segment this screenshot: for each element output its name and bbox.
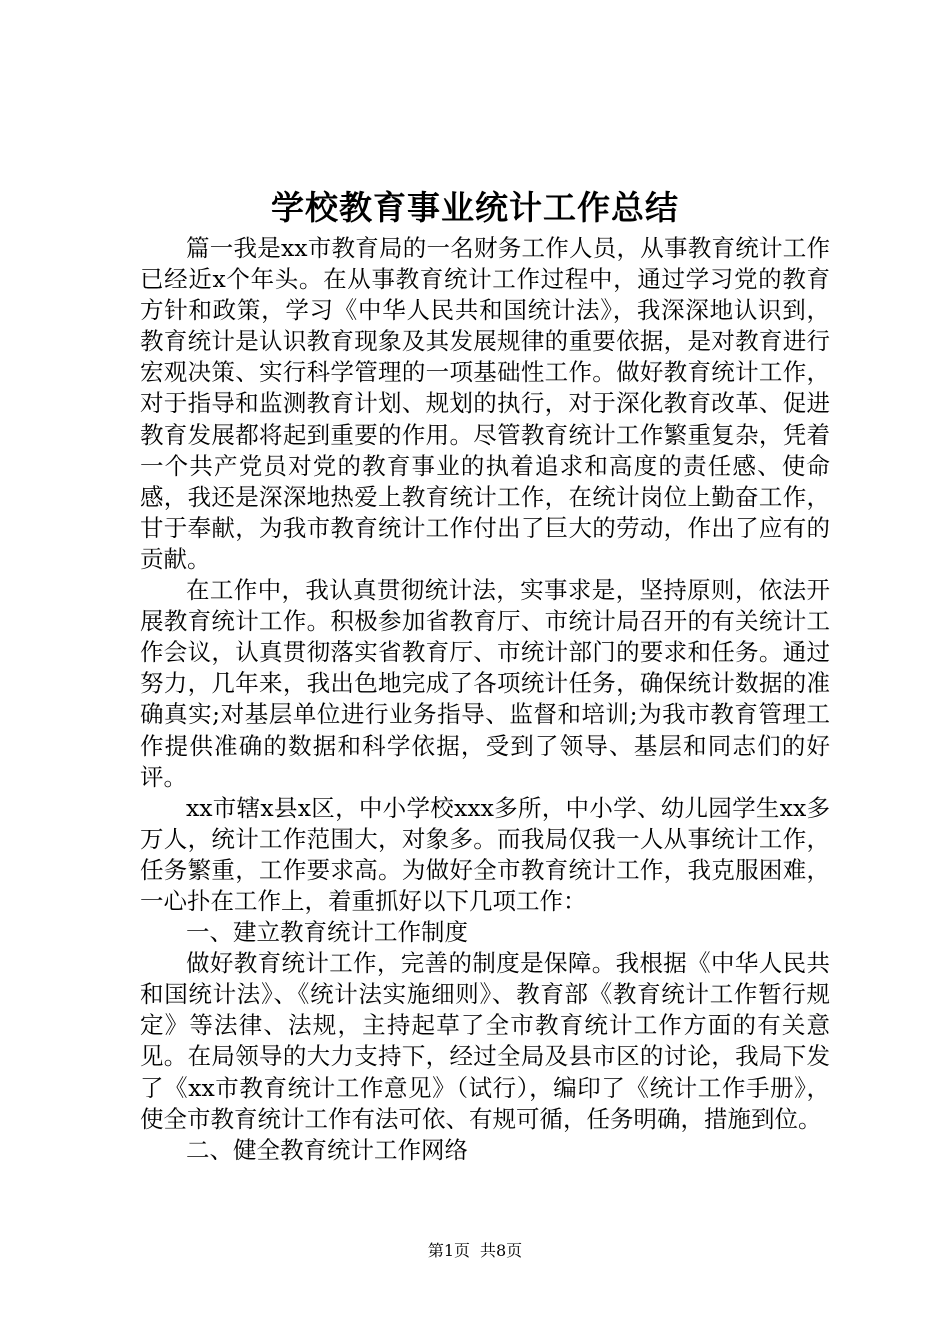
paragraph-system: 做好教育统计工作，完善的制度是保障。我根据《中华人民共和国统计法》、《统计法实施细则》、教育部《教育统计工作暂行规定》等法律、法规，主持起草了全市教育统计工作方面的有关意见。在局领导的大力支持下，经过全局及县市区的讨论，我局下发了《xx市教育统计工作意见》（试行），编印了《统计工作手册》，使全市教育统计工作有法可依、有规可循，任务明确，措施到位。: [140, 949, 830, 1133]
paragraph-work: 在工作中，我认真贯彻统计法，实事求是，坚持原则，依法开展教育统计工作。积极参加省教育厅、市统计局召开的有关统计工作会议，认真贯彻落实省教育厅、市统计部门的要求和任务。通过努力，几年来，我出色地完成了各项统计任务，确保统计数据的准确真实;对基层单位进行业务指导、监督和培训;为我市教育管理工作提供准确的数据和科学依据，受到了领导、基层和同志们的好评。: [140, 576, 830, 791]
page-total: 共8页: [480, 1241, 523, 1260]
document-body: [140, 233, 830, 1166]
paragraph-intro: 篇一我是xx市教育局的一名财务工作人员，从事教育统计工作已经近x个年头。在从事教育统计工作过程中，通过学习党的教育方针和政策，学习《中华人民共和国统计法》，我深深地认识到，教育统计是认识教育现象及其发展规律的重要依据，是对教育进行宏观决策、实行科学管理的一项基础性工作。做好教育统计工作，对于指导和监测教育计划、规划的执行，对于深化教育改革、促进教育发展都将起到重要的作用。尽管教育统计工作繁重复杂，凭着一个共产党员对党的教育事业的执着追求和高度的责任感、使命感，我还是深深地热爱上教育统计工作，在统计岗位上勤奋工作，甘于奉献，为我市教育统计工作付出了巨大的劳动，作出了应有的贡献。: [140, 234, 830, 573]
page-number: 第1页: [427, 1241, 470, 1260]
section-heading-2: 二、健全教育统计工作网络: [186, 1135, 468, 1164]
document-title: 学校教育事业统计工作总结: [271, 188, 679, 227]
page-footer: [0, 1240, 950, 1262]
paragraph-scope: xx市辖x县x区，中小学校xxx多所，中小学、幼儿园学生xx多万人，统计工作范围大，对象多。而我局仅我一人从事统计工作，任务繁重，工作要求高。为做好全市教育统计工作，我克服困难，一心扑在工作上，着重抓好以下几项工作：: [140, 793, 830, 915]
section-heading-1: 一、建立教育统计工作制度: [186, 918, 468, 947]
